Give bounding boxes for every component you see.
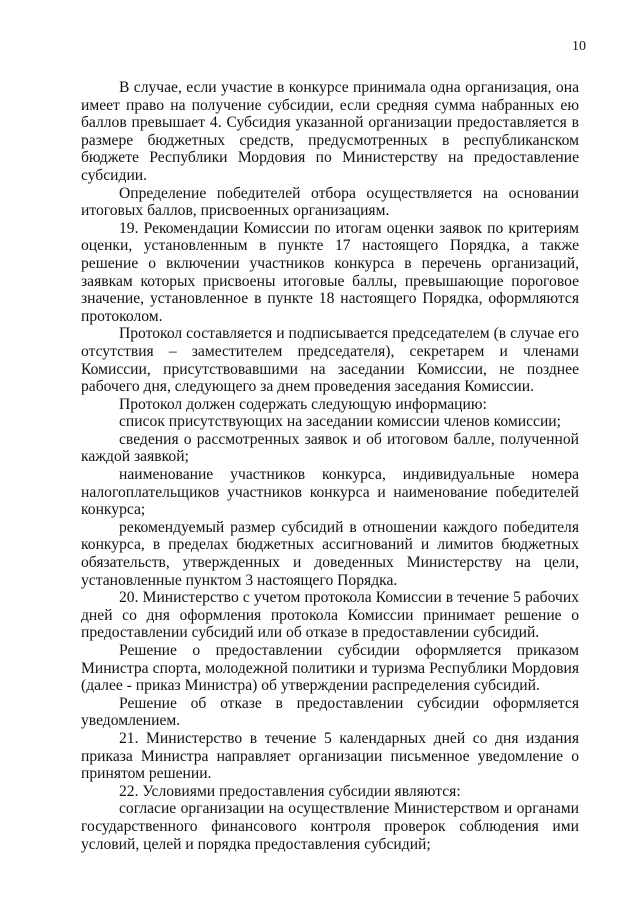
paragraph-winners-determination: Определение победителей отбора осуществляется на основании итоговых баллов, присвоенных организациям. [81,184,579,220]
paragraph-refusal-notice: Решение об отказе в предоставлении субсидии оформляется уведомлением. [81,694,579,730]
list-item-reviewed-applications: сведения о рассмотренных заявок и об итоговом балле, полученной каждой заявкой; [81,430,579,466]
paragraph-minister-order: Решение о предоставлении субсидии оформляется приказом Министра спорта, молодежной политики и туризма Республики Мордовия (далее - приказ Министра) об утверждении распределения субсидий. [81,642,579,695]
list-item-participants-names: наименование участников конкурса, индивидуальные номера налогоплательщиков участников конкурса и наименование победителей конкурса; [81,466,579,519]
paragraph-clause-21: 21. Министерство в течение 5 календарных дней со дня издания приказа Министра направляет организации письменное уведомление о принятом решении. [81,729,579,783]
document-body [81,79,579,853]
list-item-attendees: список присутствующих на заседании комиссии членов комиссии; [119,413,561,431]
page-number: 10 [572,39,586,54]
list-item-recommended-subsidy: рекомендуемый размер субсидий в отношении каждого победителя конкурса, в пределах бюджетных ассигнований и лимитов бюджетных обязательств, утвержденных и доведенных Министерству на цели, установленные пунктом 3 настоящего Порядка. [81,518,579,589]
paragraph-clause-19: 19. Рекомендации Комиссии по итогам оценки заявок по критериям оценки, установленным в пункте 17 настоящего Порядка, а также решение о включении участников конкурса в перечень организаций, заявкам которых присвоены итоговые баллы, превышающие пороговое значение, установленное в пункте 18 настоящего Порядка, оформляются протоколом. [81,219,579,325]
paragraph-audit-consent: согласие организации на осуществление Министерством и органами государственного финансового контроля проверок соблюдения ими условий, целей и порядка предоставления субсидий; [81,800,579,853]
paragraph-protocol-content: Протокол должен содержать следующую информацию: [119,395,487,413]
paragraph-single-participant: В случае, если участие в конкурсе принимала одна организация, она имеет право на получение субсидии, если средняя сумма набранных ею баллов превышает 4. Субсидия указанной организации предоставляется в размере бюджетных средств, предусмотренных в республиканском бюджете Республики Мордовия по Министерству на предоставление субсидии. [81,79,579,184]
paragraph-clause-22: 22. Условиями предоставления субсидии являются: [119,782,461,800]
paragraph-protocol-signing: Протокол составляется и подписывается председателем (в случае его отсутствия – заместителем председателя), секретарем и членами Комиссии, присутствовавшими на заседании Комиссии, не позднее рабочего дня, следующего за днем проведения заседания Комиссии. [81,325,579,396]
paragraph-clause-20: 20. Министерство с учетом протокола Комиссии в течение 5 рабочих дней со дня оформления протокола Комиссии принимает решение о предоставлении субсидий или об отказе в предоставлении субсидий. [81,589,579,642]
